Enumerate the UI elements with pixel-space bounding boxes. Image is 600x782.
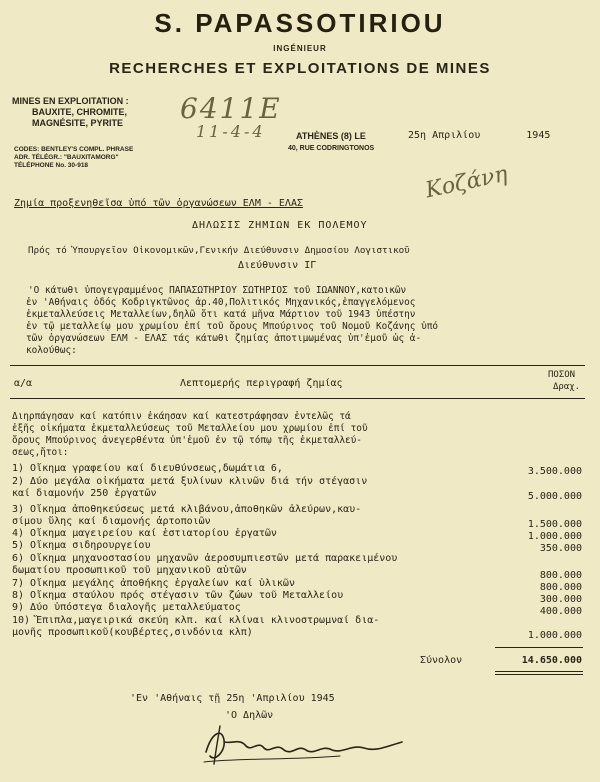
total-double-rule-2 [495, 674, 583, 675]
damage-item-line: 9) Δύο ὑπόστεγα διαλογῆς μεταλλεύματος [12, 602, 241, 613]
preamble-line: ὄρους Μπούρινος ἀνεγερθέντα ὑπ'ἐμοῦ ἐν τῷ τόπῳ τῆς ἐκμεταλλεύ- [12, 435, 362, 446]
damage-item-amount: 350.000 [539, 543, 582, 554]
damage-item-amount: 3.500.000 [527, 466, 582, 477]
damage-item-line: 6) Οἴκημα μηχανοστασίου μηχανῶν ἀεροσυμπιεστῶν μετά παρακειμένου [12, 553, 398, 564]
closing-role: 'Ο Δηλῶν [225, 710, 274, 721]
mines-list-2: MAGNÉSITE, PYRITE [32, 118, 124, 128]
damage-item-amount: 5.000.000 [527, 491, 582, 502]
handwritten-signature [200, 722, 410, 768]
recipient-line-2: Διεύθυνσιν ΙΓ [238, 260, 317, 271]
codes-block [14, 146, 133, 170]
preamble-line: Διηρπάγησαν καί κατόπιν ἐκάησαν καί κατεστράφησαν ἐντελῶς τά [12, 411, 351, 422]
document-heading: ΔΗΛΩΣΙΣ ΖΗΜΙΩΝ ΕΚ ΠΟΛΕΜΟΥ [192, 220, 368, 231]
table-rule-top [10, 365, 585, 366]
damage-item-amount: 1.000.000 [527, 531, 582, 542]
damage-item-line: 4) Οἴκημα μαγειρείου καί ἑστιατορίου ἐργατῶν [12, 528, 277, 539]
handwritten-reference-2: 11-4-4 [196, 122, 266, 141]
damage-item-amount: 400.000 [539, 606, 582, 617]
company-subtitle: RECHERCHES ET EXPLOITATIONS DE MINES [109, 60, 491, 77]
street-address: 40, RUE CODRINGTONOS [288, 145, 375, 152]
column-header-amount: ΠΟΣΟΝ [548, 370, 576, 380]
total-amount: 14.650.000 [521, 655, 582, 666]
handwritten-reference: 6411Ε [180, 92, 282, 125]
preamble-line: σεως,ἤτοι: [12, 447, 69, 458]
codes-line-1: CODES: BENTLEY'S COMPL. PHRASE [14, 146, 134, 153]
intro-line: κολούθως: [26, 345, 77, 356]
damage-item-line: δωματίου προσωπικοῦ τοῦ μηχανικοῦ αὐτῶν [12, 565, 247, 576]
company-name: S. PAPASSOTIRIOU [154, 8, 446, 38]
handwritten-note: Κοζάνη [423, 161, 510, 204]
damage-item-line: 5) Οἴκημα σιδηρουργείου [12, 540, 151, 551]
preamble-line: ἑξῆς οἰκήματα ἐκμεταλλεύσεως τοῦ Μεταλλείου μου χρωμίου ἐπί τοῦ [12, 423, 368, 434]
intro-line: ἐκμεταλλεύσεις Μεταλλείων,δηλῶ ὅτι κατά μῆνα Μάρτιον τοῦ 1943 ὑπέστην [26, 309, 416, 320]
mines-block [12, 96, 129, 129]
recipient-line-1: Πρός τό Ὑπουργεῖον Οἰκονομικῶν,Γενικήν Διεύθυνσιν Δημοσίου Λογιστικοῦ [28, 245, 410, 256]
column-header-currency: Δραχ. [553, 382, 581, 392]
damage-item-line: σίμου ὕλης καί διαμονής ἀρτοποιῶν [12, 516, 211, 527]
table-rule-header [10, 398, 585, 399]
subject-line: Ζημία προξενηθεῖσα ὑπό τῶν ὀργανώσεων ΕΛΜ - ΕΛΑΣ [14, 198, 303, 209]
column-header-description: Λεπτομερής περιγραφή ζημίας [180, 378, 343, 389]
damage-item-line: 10) Ἔπιπλα,μαγειρικά σκεύη κλπ. καί κλίναι κλινοστρωμναί δια- [12, 615, 380, 626]
intro-line: τῶν ὀργανώσεων ΕΛΜ - ΕΛΑΣ τάς κάτωθι ζημίας ἀποτιμωμένας ὑπ'ἐμοῦ ὡς ἀ- [26, 333, 422, 344]
damage-item-amount: 300.000 [539, 594, 582, 605]
damage-item-amount: 1.500.000 [527, 519, 582, 530]
damage-item-line: μονῆς προσωπικοῦ(κουβέρτες,σινδόνια κλπ) [12, 627, 253, 638]
damage-item-line: 1) Οἴκημα γραφείου καί διευθύνσεως,δωμάτια 6, [12, 463, 283, 474]
damage-item-line: 8) Οἴκημα σταύλου πρός στέγασιν τῶν ζώων τοῦ Μεταλλείου [12, 590, 344, 601]
intro-line: 'Ο κάτωθι ὑπογεγραμμένος ΠΑΠΑΣΩΤΗΡΙΟΥ ΣΩΤΗΡΙΟΣ τοῦ ΙΩΑΝΝΟΥ,κατοικῶν [28, 285, 407, 296]
damage-item-line: καί διαμονήν 250 ἐργατῶν [12, 488, 157, 499]
closing-place-date: 'Εν 'Αθήναις τῇ 25η 'Απριλίου 1945 [130, 693, 335, 704]
intro-line: ἐν τῷ μεταλλείῳ μου χρωμίου ἐπί τοῦ ὄρους Μπούρινος τοῦ Νομοῦ Κοζάνης ὑπό [26, 321, 439, 332]
intro-line: ἐν 'Αθήναις ὁδός Κοδριγκτῶνος ἀρ.40,Πολιτικός Μηχανικός,ἐπαγγελόμενος [26, 297, 416, 308]
codes-line-3: TÉLÉPHONE No. 30-918 [14, 162, 89, 169]
column-header-aa: α/α [14, 378, 33, 389]
letter-date [408, 130, 550, 141]
damage-item-amount: 800.000 [539, 570, 582, 581]
damage-item-line: 3) Οἴκημα ἀποθηκεύσεως μετά κλιβάνου,ἀποθηκῶν ἀλεύρων,καυ- [12, 504, 362, 515]
damage-item-line: 2) Δύο μεγάλα οἰκήματα μετά ξυλίνων κλινῶν διά τήν στέγασιν [12, 476, 368, 487]
mines-list-1: BAUXITE, CHROMITE, [32, 107, 128, 117]
mines-label: MINES EN EXPLOITATION : [12, 96, 129, 106]
total-label: Σύνολον [420, 655, 463, 666]
engineer-title: INGÉNIEUR [273, 44, 327, 53]
total-double-rule-1 [495, 671, 583, 672]
city-label: ATHÈNES (8) LE [296, 131, 366, 141]
damage-item-amount: 1.000.000 [527, 630, 582, 641]
codes-line-2: ADR. TÉLÉGR.: "BAUXITAMORG" [14, 154, 119, 161]
damage-item-amount: 800.000 [539, 582, 582, 593]
date-handwritten: 25η Απριλίου [408, 130, 481, 141]
total-rule [495, 647, 583, 648]
date-year: 1945 [526, 130, 551, 141]
damage-item-line: 7) Οἴκημα μεγάλης ἀποθήκης ἐργαλείων καί ὑλικῶν [12, 578, 295, 589]
